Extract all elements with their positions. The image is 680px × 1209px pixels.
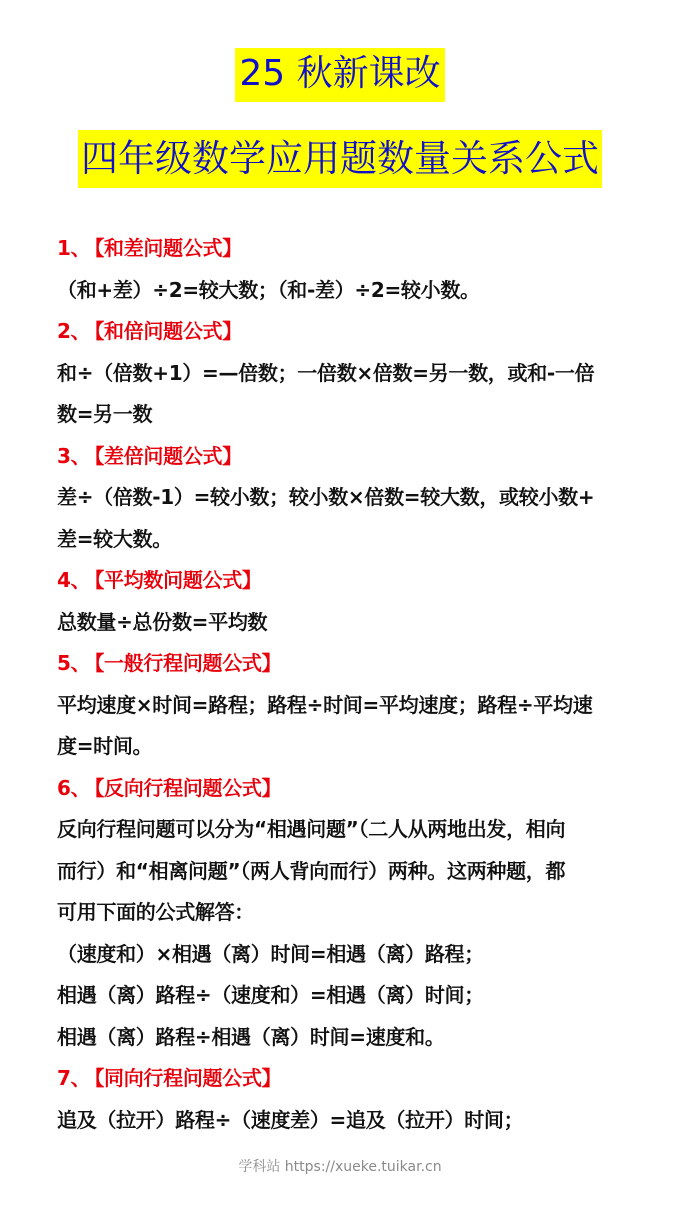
section-number: 3、 (57, 443, 91, 468)
formula-line: 追及（拉开）路程÷（速度差）=追及（拉开）时间； (57, 1107, 524, 1132)
section-number: 2、 (57, 319, 91, 343)
formula-line: 相遇（离）路程÷（速度和）=相遇（离）时间； (57, 983, 484, 1007)
formula-content (57, 228, 627, 1141)
formula-line: 和÷（倍数+1）=—倍数；一倍数×倍数=另一数，或和-一倍 (57, 360, 595, 385)
formula-line: （速度和）×相遇（离）时间=相遇（离）路程； (57, 941, 484, 966)
section-heading (57, 228, 627, 270)
section-number: 7、 (57, 1066, 91, 1090)
formula-line: 而行）和“相离问题”（两人背向而行）两种。这两种题，都 (57, 858, 566, 883)
formula-line: 反向行程问题可以分为“相遇问题”（二人从两地出发，相向 (57, 817, 566, 841)
section-title: 【反向行程问题公式】 (94, 775, 282, 800)
section-number: 5、 (57, 651, 91, 675)
formula-line: 度=时间。 (57, 734, 153, 758)
section-number: 6、 (57, 775, 91, 800)
section-title: 【平均数问题公式】 (94, 568, 262, 592)
section-title: 【同向行程问题公式】 (94, 1066, 282, 1090)
section-heading (57, 1058, 627, 1100)
section-heading (57, 436, 627, 478)
footer-watermark: 学科站 https://xueke.tuikar.cn (238, 1159, 442, 1175)
section-title: 【和差问题公式】 (94, 236, 242, 260)
section-heading (57, 768, 627, 810)
formula-line: 差÷（倍数-1）=较小数；较小数×倍数=较大数，或较小数+ (57, 485, 595, 509)
formula-line: 可用下面的公式解答： (57, 900, 254, 924)
formula-line: 总数量÷总份数=平均数 (57, 609, 268, 634)
title-line-1: 25 秋新课改 (235, 48, 444, 102)
section-title: 【差倍问题公式】 (94, 443, 242, 468)
section-number: 1、 (57, 236, 91, 260)
formula-line: 数=另一数 (57, 402, 153, 426)
formula-line: （和+差）÷2=较大数；（和-差）÷2=较小数。 (57, 277, 480, 302)
section-heading (57, 560, 627, 602)
section-title: 【一般行程问题公式】 (94, 651, 282, 675)
formula-line: 平均速度×时间=路程；路程÷时间=平均速度；路程÷平均速 (57, 692, 593, 717)
title-line-1-container (0, 48, 680, 102)
section-heading (57, 311, 627, 353)
formula-line: 相遇（离）路程÷相遇（离）时间=速度和。 (57, 1024, 445, 1049)
formula-line: 差=较大数。 (57, 526, 172, 551)
section-heading (57, 643, 627, 685)
title-line-2: 四年级数学应用题数量关系公式 (78, 130, 602, 188)
section-title: 【和倍问题公式】 (94, 319, 242, 343)
section-number: 4、 (57, 568, 91, 592)
title-line-2-container (0, 130, 680, 188)
